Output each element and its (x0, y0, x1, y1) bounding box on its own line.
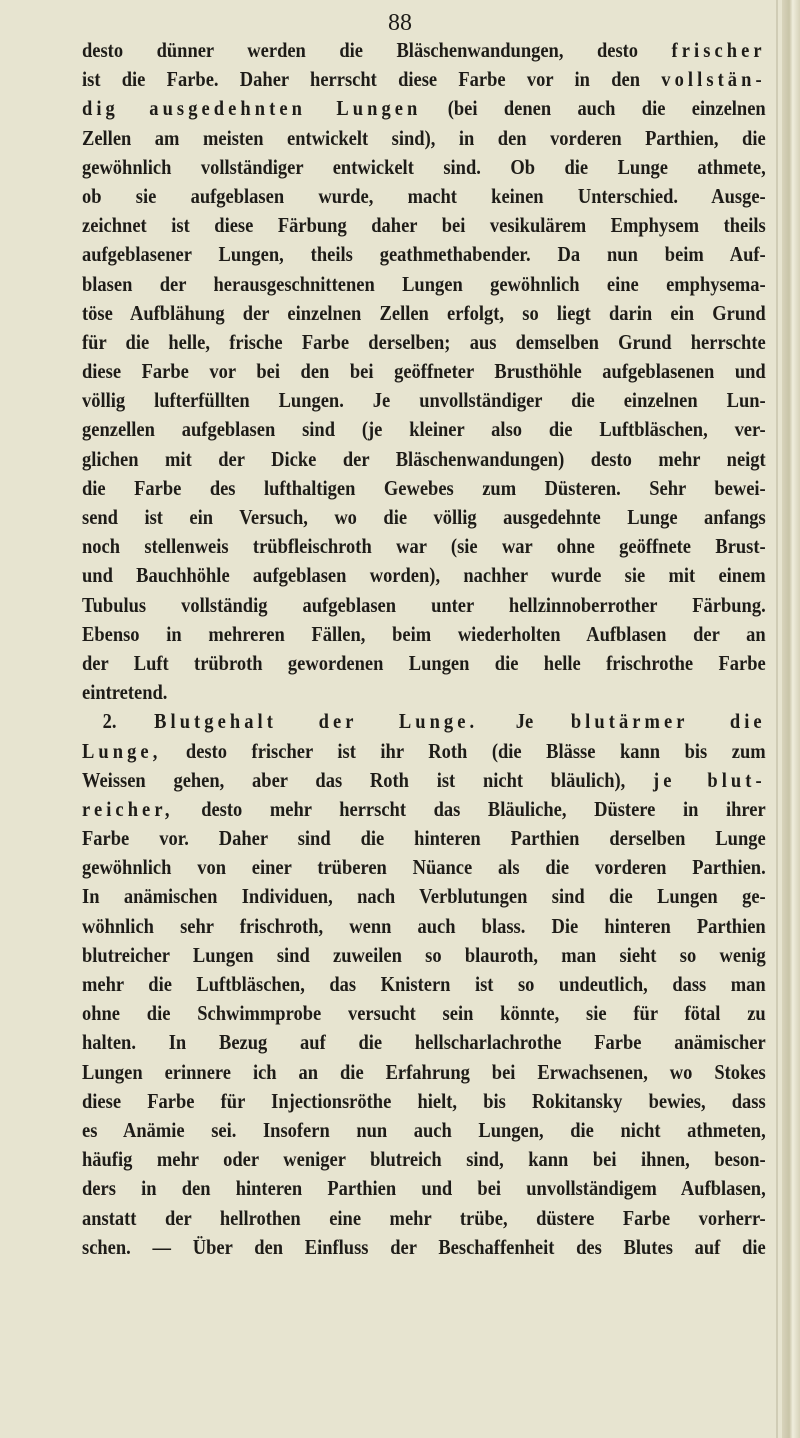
text-segment: Je (478, 709, 571, 734)
text-line (82, 357, 766, 386)
text-segment: diese Farbe für Injectionsröthe hielt, bis Rokitansky bewies, dass (82, 1088, 766, 1113)
text-segment: desto mehr herrscht das Bläuliche, Düstere in ihrer (173, 796, 766, 821)
text-segment: genzellen aufgeblasen sind (je kleiner also die Luftbläschen, ver- (82, 417, 766, 442)
text-segment: (bei denen auch die einzelnen (421, 96, 766, 121)
text-segment: ohne die Schwimmprobe versucht sein könnte, sie für fötal zu (82, 1001, 766, 1026)
emphasized-text: je blut- (653, 767, 766, 792)
text-line (82, 707, 766, 736)
text-segment: blasen der herausgeschnittenen Lungen gewöhnlich eine emphysema- (82, 271, 766, 296)
text-line (82, 445, 766, 474)
text-segment: gewöhnlich vollständiger entwickelt sind. Ob die Lunge athmete, (82, 154, 766, 179)
text-segment: 2. (102, 709, 155, 734)
text-line (82, 970, 766, 999)
text-segment: wöhnlich sehr frischroth, wenn auch blass. Die hinteren Parthien (82, 913, 766, 938)
text-line (82, 1204, 766, 1233)
text-line (82, 299, 766, 328)
text-segment: häufig mehr oder weniger blutreich sind, kann bei ihnen, beson- (82, 1147, 766, 1172)
text-line (82, 853, 766, 882)
text-segment: zeichnet ist diese Färbung daher bei vesikulärem Emphysem theils (82, 213, 766, 238)
text-line (82, 415, 766, 444)
text-segment: In anämischen Individuen, nach Verblutungen sind die Lungen ge- (82, 884, 766, 909)
text-line (82, 1145, 766, 1174)
text-line (82, 386, 766, 415)
text-line (82, 795, 766, 824)
text-line (82, 678, 766, 707)
text-segment: mehr die Luftbläschen, das Knistern ist so undeutlich, dass man (82, 972, 766, 996)
text-line (82, 1233, 766, 1262)
text-segment: gewöhnlich von einer trüberen Nüance als die vorderen Parthien. (82, 855, 766, 880)
text-segment: schen. — Über den Einfluss der Beschaffenheit des Blutes auf die (82, 1234, 766, 1259)
text-line (82, 1116, 766, 1145)
text-line (82, 1058, 766, 1087)
text-segment: der Luft trübroth gewordenen Lungen die helle frischrothe Farbe (82, 650, 766, 675)
text-segment: noch stellenweis trübfleischroth war (sie war ohne geöffnete Brust- (82, 534, 766, 559)
emphasized-text: reicher, (82, 796, 174, 821)
text-segment: anstatt der hellrothen eine mehr trübe, düstere Farbe vorherr- (82, 1205, 766, 1230)
text-line (82, 912, 766, 941)
text-line (82, 649, 766, 678)
emphasized-text: frischer (671, 38, 766, 62)
text-line (82, 999, 766, 1028)
text-segment: halten. In Bezug auf die hellscharlachrothe Farbe anämischer (82, 1030, 766, 1055)
text-segment: ders in den hinteren Parthien und bei unvollständigem Aufblasen, (82, 1176, 766, 1201)
text-line (82, 766, 766, 795)
text-line (82, 1087, 766, 1116)
text-line (82, 503, 766, 532)
text-line (82, 65, 766, 94)
text-line (82, 153, 766, 182)
text-segment: Weissen gehen, aber das Roth ist nicht bläulich), (82, 767, 654, 792)
text-line (82, 737, 766, 766)
text-line (82, 211, 766, 240)
text-segment: Tubulus vollständig aufgeblasen unter hellzinnoberrother Färbung. (82, 592, 766, 617)
text-line (82, 532, 766, 561)
text-segment: ob sie aufgeblasen wurde, macht keinen Unterschied. Ausge- (82, 183, 766, 208)
body-text (82, 36, 766, 1262)
text-segment: ist die Farbe. Daher herrscht diese Farbe vor in den (82, 67, 662, 92)
text-segment: desto frischer ist ihr Roth (die Blässe kann bis zum (161, 738, 766, 763)
emphasized-text: blutärmer die (570, 709, 766, 734)
text-line (82, 1028, 766, 1057)
text-segment: völlig lufterfüllten Lungen. Je unvollständiger die einzelnen Lun- (82, 388, 766, 413)
emphasized-text: dig ausgedehnten Lungen (82, 96, 422, 121)
emphasized-text: Lunge, (82, 738, 162, 763)
text-segment: für die helle, frische Farbe derselben; aus demselben Grund herrschte (82, 329, 766, 354)
text-segment: aufgeblasener Lungen, theils geathmethabender. Da nun beim Auf- (82, 242, 766, 267)
text-line (82, 240, 766, 269)
text-segment: send ist ein Versuch, wo die völlig ausgedehnte Lunge anfangs (82, 505, 766, 529)
text-line (82, 882, 766, 911)
text-segment: Lungen erinnere ich an die Erfahrung bei Erwachsenen, wo Stokes (82, 1059, 766, 1084)
emphasized-text: vollstän- (661, 67, 766, 92)
text-segment: Zellen am meisten entwickelt sind), in den vorderen Parthien, die (82, 125, 766, 150)
text-line (82, 941, 766, 970)
text-segment: und Bauchhöhle aufgeblasen worden), nachher wurde sie mit einem (82, 563, 766, 588)
text-line (82, 591, 766, 620)
text-segment: die Farbe des lufthaltigen Gewebes zum Düsteren. Sehr bewei- (82, 475, 766, 500)
text-line (82, 124, 766, 153)
page-number: 88 (388, 10, 412, 36)
text-line (82, 1174, 766, 1203)
text-line (82, 824, 766, 853)
text-segment: diese Farbe vor bei den bei geöffneter Brusthöhle aufgeblasenen und (82, 359, 766, 384)
text-segment: desto dünner werden die Bläschenwandungen, desto (82, 38, 672, 62)
emphasized-text: Blutgehalt der Lunge. (154, 709, 479, 734)
text-segment: töse Aufblähung der einzelnen Zellen erfolgt, so liegt darin ein Grund (82, 300, 766, 325)
text-line (82, 474, 766, 503)
text-segment: glichen mit der Dicke der Bläschenwandungen) desto mehr neigt (82, 446, 766, 471)
text-line (82, 182, 766, 211)
text-line (82, 328, 766, 357)
text-segment: es Anämie sei. Insofern nun auch Lungen, die nicht athmeten, (82, 1117, 766, 1142)
text-line (82, 270, 766, 299)
text-segment: blutreicher Lungen sind zuweilen so blauroth, man sieht so wenig (82, 942, 766, 967)
text-line (82, 561, 766, 590)
text-segment: eintretend. (82, 680, 168, 705)
text-segment: Farbe vor. Daher sind die hinteren Parthien derselben Lunge (82, 826, 766, 851)
page-shadow (776, 0, 778, 1438)
text-line (82, 620, 766, 649)
page-edge (782, 0, 800, 1438)
text-line (82, 94, 766, 123)
text-segment: Ebenso in mehreren Fällen, beim wiederholten Aufblasen der an (82, 621, 766, 646)
text-line (82, 36, 766, 65)
